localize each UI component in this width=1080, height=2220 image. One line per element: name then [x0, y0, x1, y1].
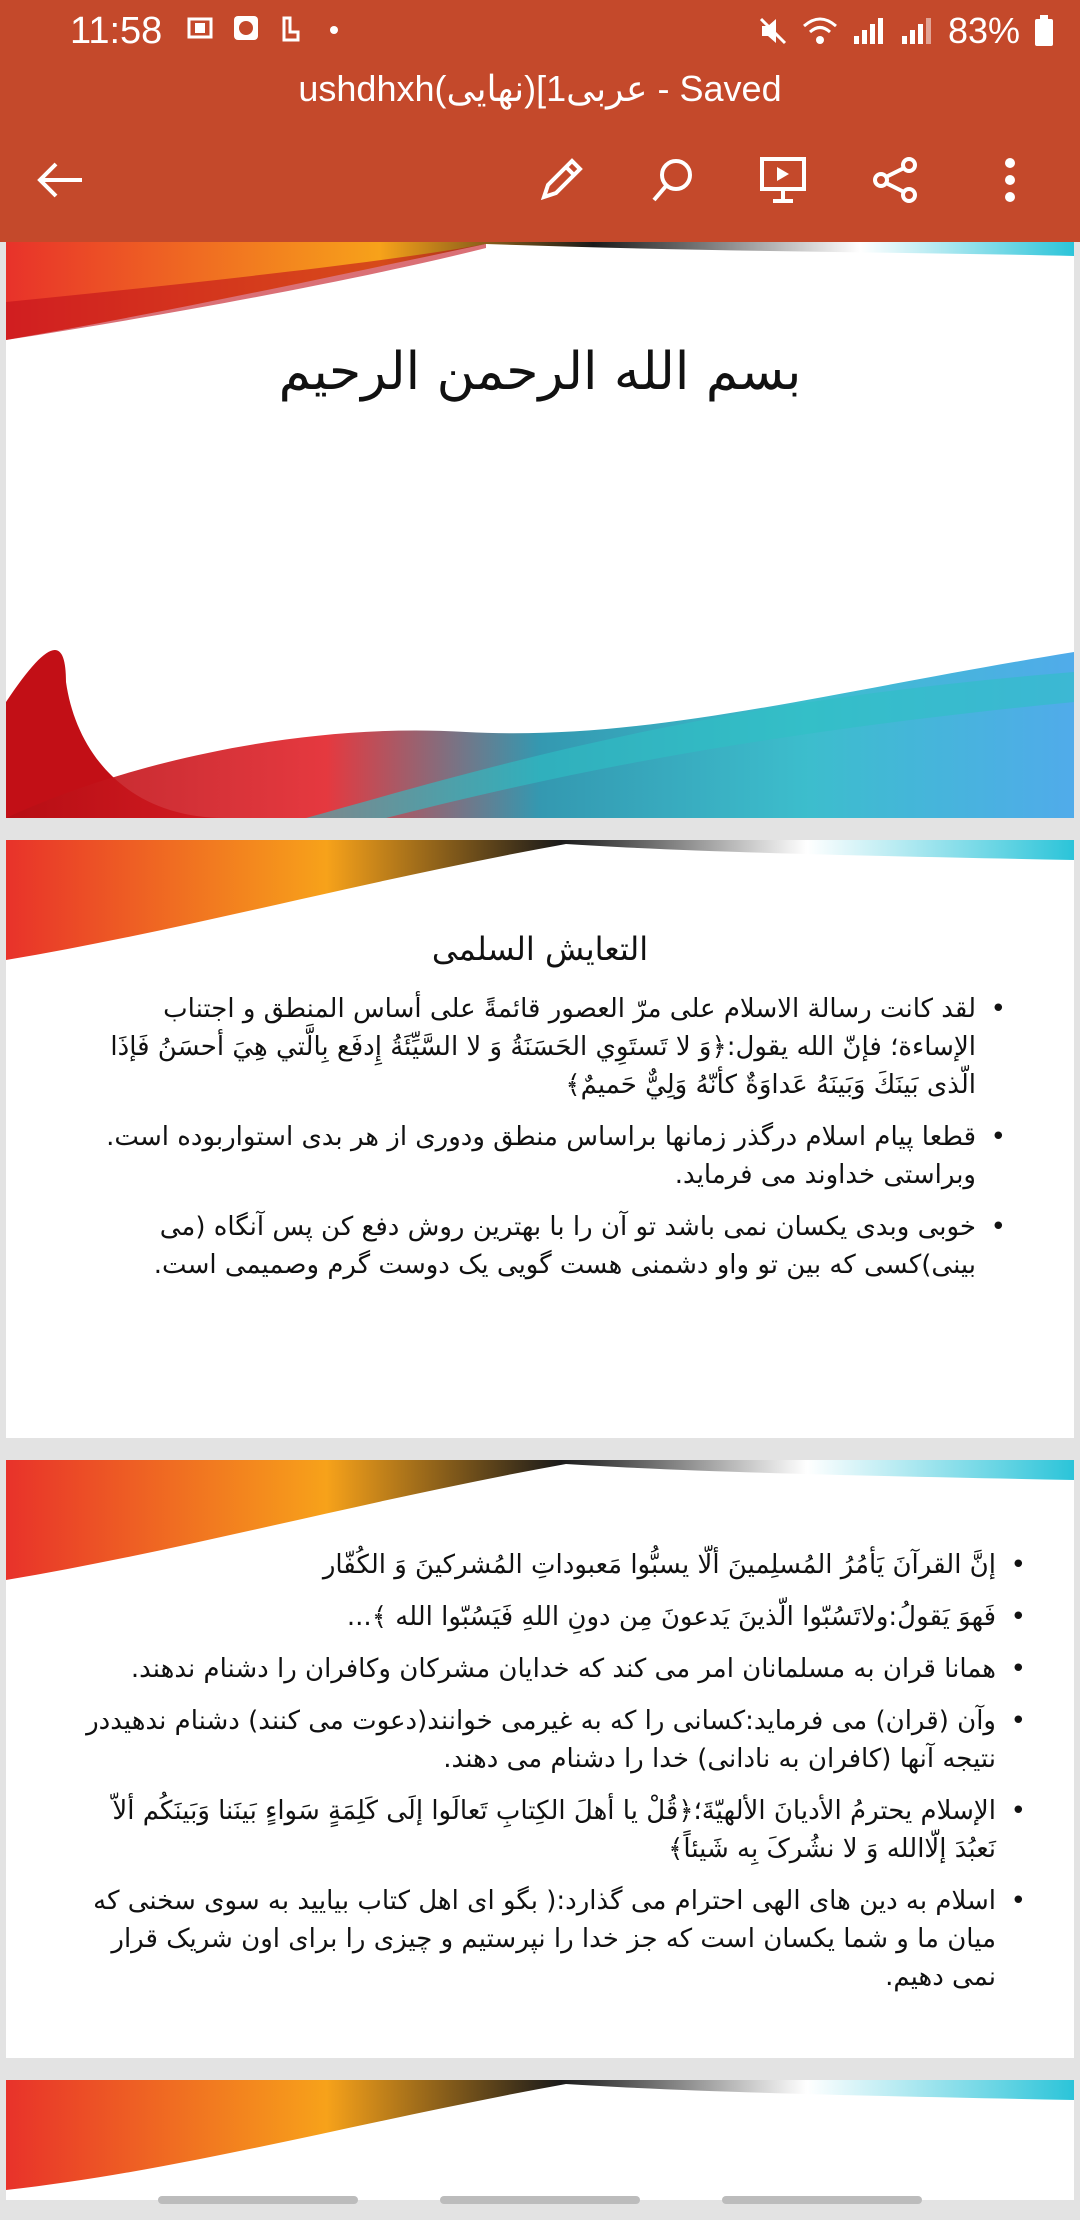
- bullet-item: • لقد کانت رسالة الاسلام علی مرّ العصور قائمةً علی أساس المنطق و اجتناب الإساءة؛ فإنّ الله یقول:﴿وَ لا تَستَوِي الحَسَنَةُ وَ لا السَّیِّئَةُ إِدفَع بِالَّتي هِيَ أحسَنُ فَإذَا الّذی بَینَكَ وَبَینَهُ عَداوَةٌ كأنّهُ وَلِيٌّ حَمیمٌ﴾: [96, 990, 1006, 1104]
- slide-3[interactable]: [6, 1460, 1074, 2058]
- touch-icon: [278, 14, 310, 42]
- share-button[interactable]: [866, 150, 926, 210]
- bullet-item: • وآن (قران) می فرماید:کسانی را که به غیرمی خوانند(دعوت می کنند) دشنام ندهیددر نتیجه آنها (کافران به نادانی) خدا را دشنام می دهند.: [86, 1702, 1026, 1778]
- slide-2-bullets: [96, 990, 1006, 1298]
- more-vert-icon: [1000, 155, 1020, 205]
- gesture-nav-bar: [0, 2196, 1080, 2210]
- document-title: ushdhxh(نهایی)[عربی1 - Saved: [298, 68, 782, 109]
- pencil-icon: [536, 155, 586, 205]
- nav-handle: [722, 2196, 922, 2204]
- bullet-item: • إنَّ القرآنَ یَأمُرُ المُسلِمینَ ألّا یسبُّوا مَعبوداتِ المُشرکینَ وَ الکُفّار: [86, 1546, 1026, 1584]
- dot-icon: [328, 14, 340, 42]
- status-bar: [0, 0, 1080, 64]
- bullet-item: • همانا قران به مسلمانان امر می کند که خدایان مشرکان وکافران را دشنام ندهند.: [86, 1650, 1026, 1688]
- notification-icons: [186, 14, 340, 42]
- mute-icon: [758, 16, 788, 46]
- alarm-icon: [232, 14, 260, 42]
- ribbon-top-decoration: [6, 242, 1074, 352]
- edit-button[interactable]: [531, 150, 591, 210]
- slide-4[interactable]: [6, 2080, 1074, 2200]
- bullet-item: • خوبی وبدی یکسان نمی باشد تو آن را با بهترین روش دفع کن پس آنگاه (می بینی)کسی که بین تو واو دشمنی هست گویی یک دوست گرم وصمیمی است.: [96, 1208, 1006, 1284]
- bullet-item: • فَهوَ یَقولُ:ولاتَسُبّوا الّذینَ یَدعونَ مِن دونِ اللهِ فَیَسُبّوا الله ﴾...: [86, 1598, 1026, 1636]
- back-button[interactable]: [30, 150, 90, 210]
- back-arrow-icon: [34, 160, 86, 200]
- slide-1[interactable]: [6, 242, 1074, 818]
- app-header: [0, 0, 1080, 242]
- ribbon-top-decoration: [6, 2080, 1074, 2200]
- bullet-item: • اسلام به دین های الهی احترام می گذارد:( بگو ای اهل کتاب بیایید به سوی سخنی که میان ما و شما یکسان است که جز خدا را نپرستیم و چیزی را برای اون شریک قرار نمی دهیم.: [86, 1882, 1026, 1996]
- present-icon: [758, 155, 808, 205]
- status-time: 11:58: [70, 10, 163, 52]
- slide-2-title: التعایش السلمی: [431, 930, 649, 968]
- notification-icon: [186, 14, 214, 42]
- signal-2-icon: [900, 16, 934, 46]
- more-options-button[interactable]: [980, 150, 1040, 210]
- slide-2[interactable]: [6, 840, 1074, 1438]
- bullet-item: • الإسلام یحترمُ الأدیانَ الألهیّةَ؛﴿قُلْ یا أهلَ الکِتابِ تَعالَوا إلَی کَلِمَةٍ سَواءٍ بَینَنا وَبَینَکُم ألاّ نَعبُدَ إلّاالله وَ لا نشُرکَ بِه شَیئاً﴾: [86, 1792, 1026, 1868]
- search-icon: [648, 155, 698, 205]
- present-button[interactable]: [753, 150, 813, 210]
- bullet-item: • قطعا پیام اسلام درگذر زمانها براساس منطق ودوری از هر بدی استواربوده است. وبراستی خداوند می فرماید.: [96, 1118, 1006, 1194]
- battery-icon: [1034, 15, 1054, 47]
- battery-percent: 83%: [947, 10, 1020, 51]
- share-icon: [871, 155, 921, 205]
- search-button[interactable]: [643, 150, 703, 210]
- ribbon-bottom-decoration: [6, 582, 1074, 818]
- wifi-icon: [802, 16, 838, 46]
- signal-icon: [852, 16, 886, 46]
- nav-handle: [440, 2196, 640, 2204]
- slide-3-bullets: [86, 1546, 1026, 2010]
- nav-handle: [158, 2196, 358, 2204]
- status-right: [758, 10, 1054, 52]
- slide-1-title: بسم الله الرحمن الرحیم: [278, 342, 802, 402]
